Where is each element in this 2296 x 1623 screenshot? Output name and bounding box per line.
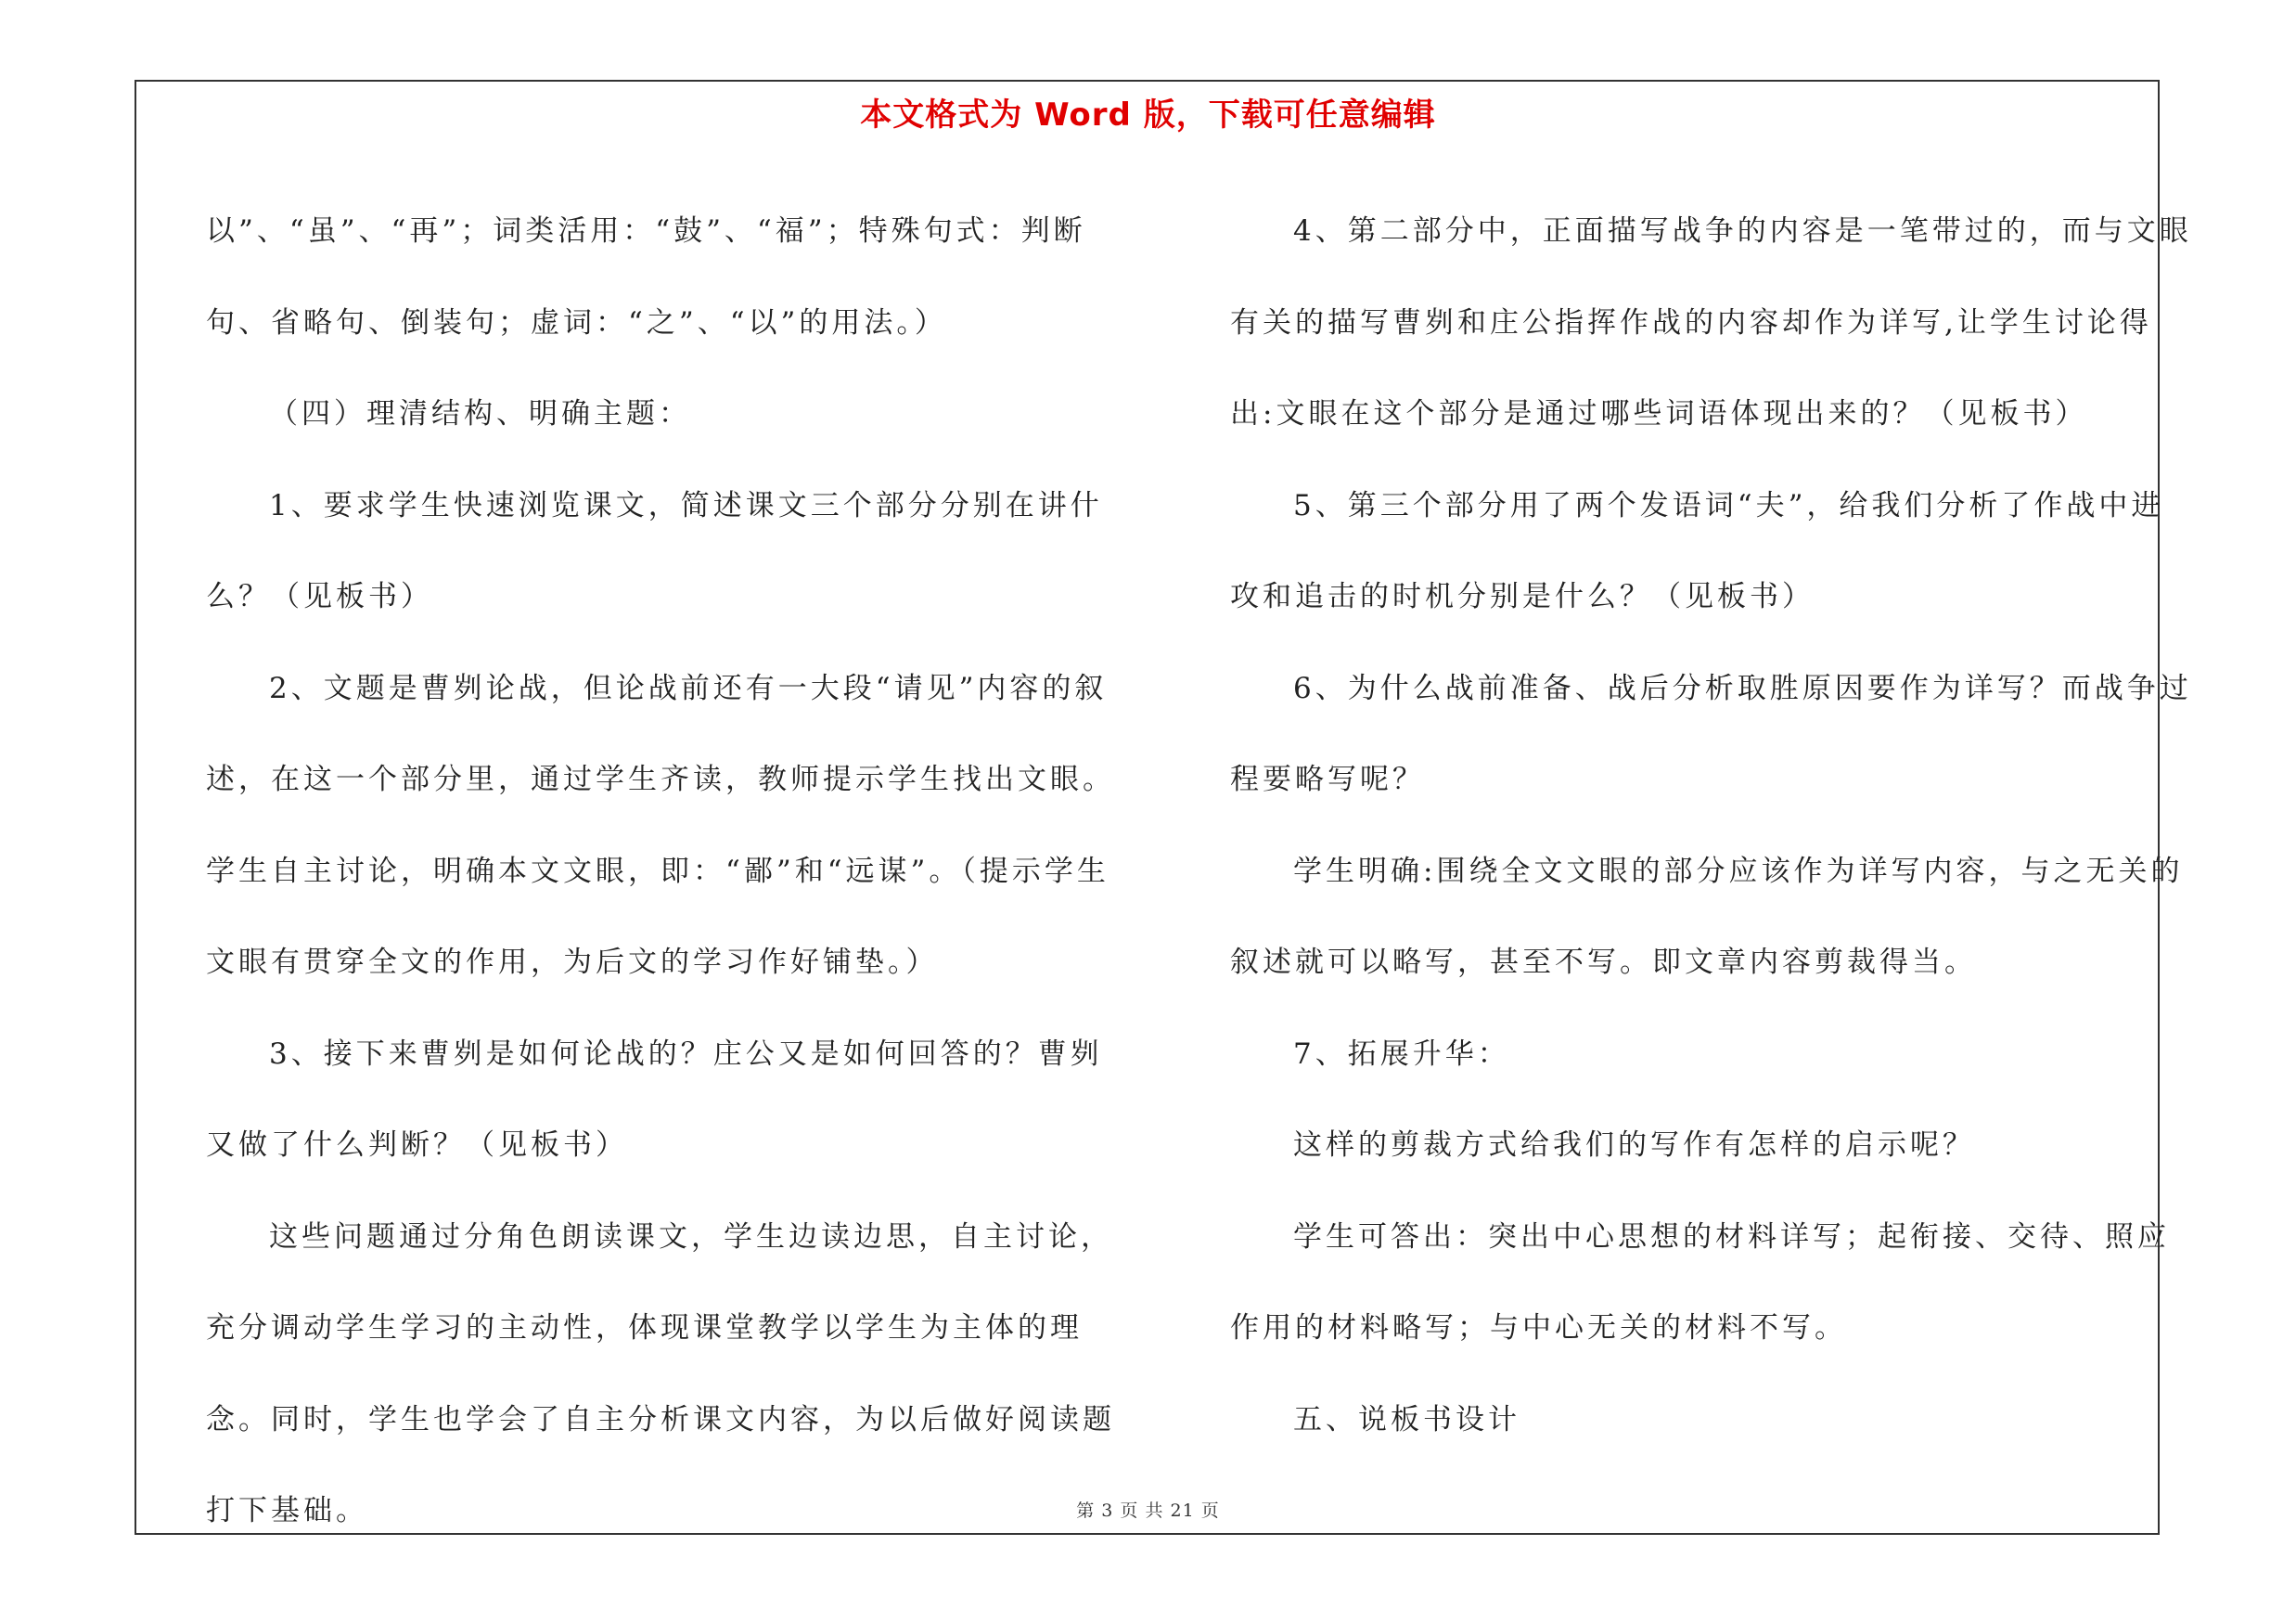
left-paragraph: 3、接下来曹刿是如何论战的？庄公又是如何回答的？曹刿又做了什么判断？（见板书） [206, 1037, 1103, 1162]
left-paragraph: 以”、“虽”、“再”；词类活用：“鼓”、“福”；特殊句式：判断句、省略句、倒装句；虚词：“之”、“以”的用法。） [206, 214, 1086, 340]
right-paragraph: 4、第二部分中，正面描写战争的内容是一笔带过的，而与文眼有关的描写曹刿和庄公指挥作战的内容却作为详写,让学生讨论得出:文眼在这个部分是通过哪些词语体现出来的？（见板书） [1230, 214, 2192, 431]
header-banner: 本文格式为 Word 版，下载可任意编辑 [860, 97, 1436, 134]
right-column [1230, 186, 2195, 1465]
right-paragraph: 五、说板书设计 [1293, 1402, 1520, 1436]
left-paragraph: 这些问题通过分角色朗读课文，学生边读边思，自主讨论，充分调动学生学习的主动性，体现课堂教学以学生为主体的理念。同时，学生也学会了自主分析课文内容，为以后做好阅读题打下基础。 [206, 1219, 1115, 1527]
page-number: 第 3 页 共 21 页 [1076, 1501, 1220, 1521]
left-paragraph: 1、要求学生快速浏览课文，简述课文三个部分分别在讲什么？（见板书） [206, 488, 1103, 613]
right-paragraph: 6、为什么战前准备、战后分析取胜原因要作为详写？而战争过程要略写呢？ [1230, 671, 2192, 796]
left-column [206, 186, 1134, 1557]
right-paragraph: 这样的剪裁方式给我们的写作有怎样的启示呢？ [1293, 1128, 1975, 1162]
left-paragraph: （四）理清结构、明确主题： [269, 397, 691, 431]
right-paragraph: 学生明确:围绕全文文眼的部分应该作为详写内容，与之无关的叙述就可以略写，甚至不写。即文章内容剪裁得当。 [1230, 854, 2184, 979]
left-paragraph: 2、文题是曹刿论战，但论战前还有一大段“请见”内容的叙述，在这一个部分里，通过学生齐读，教师提示学生找出文眼。学生自主讨论，明确本文文眼，即：“鄙”和“远谋”。（提示学生文眼有贯穿全文的作用，为后文的学习作好铺垫。） [206, 671, 1115, 979]
right-paragraph: 7、拓展升华： [1293, 1037, 1510, 1071]
right-paragraph: 学生可答出：突出中心思想的材料详写；起衔接、交待、照应作用的材料略写；与中心无关的材料不写。 [1230, 1219, 2170, 1345]
right-paragraph: 5、第三个部分用了两个发语词“夫”，给我们分析了作战中进攻和追击的时机分别是什么？（见板书） [1230, 488, 2164, 613]
